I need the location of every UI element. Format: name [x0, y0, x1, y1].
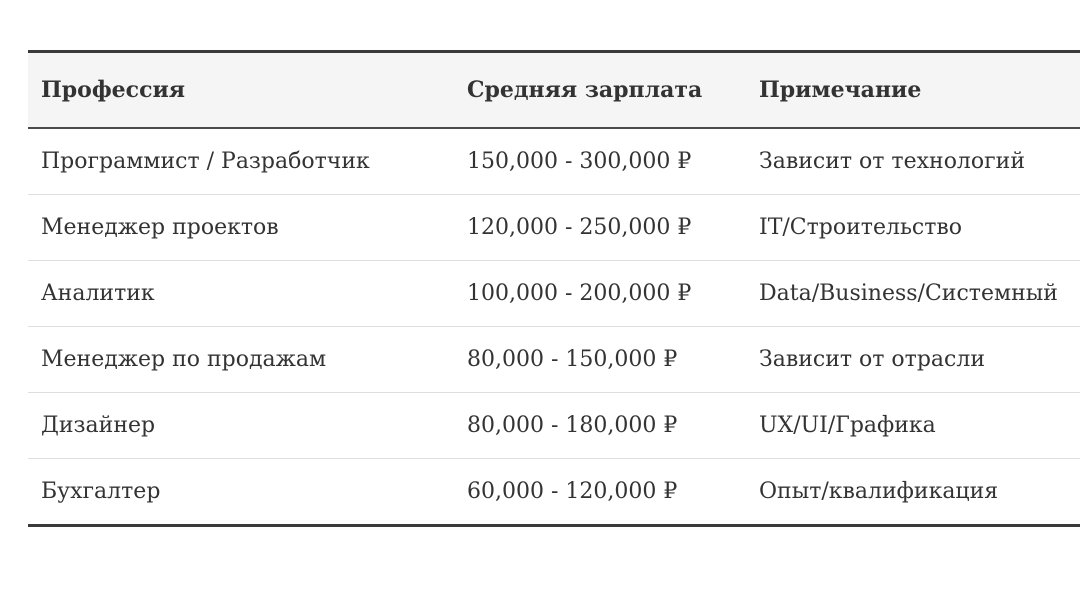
header-row [28, 52, 1080, 129]
profession-cell: Бухгалтер [41, 479, 161, 504]
table-row [28, 327, 1080, 393]
profession-cell: Менеджер по продажам [28, 327, 454, 393]
salary-table [28, 50, 1080, 527]
table-row [28, 393, 1080, 459]
note-cell: UX/UI/Графика [746, 393, 1080, 459]
table-header [28, 52, 1080, 129]
salary-cell: 80,000 - 180,000 ₽ [454, 393, 746, 459]
profession-cell: Менеджер проектов [28, 195, 454, 261]
profession-cell: Программист / Разработчик [28, 128, 454, 195]
note-cell: Зависит от отрасли [746, 327, 1080, 393]
note-cell: Опыт/квалификация [759, 479, 999, 504]
table-body [28, 128, 1080, 526]
table-row [28, 459, 1080, 526]
note-cell: Data/Business/Системный [746, 261, 1080, 327]
table-row [28, 128, 1080, 195]
header-note: Примечание [746, 52, 1080, 129]
note-cell: IT/Строительство [746, 195, 1080, 261]
table-row [28, 261, 1080, 327]
salary-cell: 120,000 - 250,000 ₽ [454, 195, 746, 261]
salary-cell: 100,000 - 200,000 ₽ [454, 261, 746, 327]
salary-cell: 80,000 - 150,000 ₽ [454, 327, 746, 393]
profession-cell: Дизайнер [28, 393, 454, 459]
salary-cell: 60,000 - 120,000 ₽ [467, 479, 678, 504]
profession-cell: Аналитик [28, 261, 454, 327]
header-salary: Средняя зарплата [454, 52, 746, 129]
table-row [28, 195, 1080, 261]
header-profession: Профессия [28, 52, 454, 129]
salary-cell: 150,000 - 300,000 ₽ [454, 128, 746, 195]
note-cell: Зависит от технологий [746, 128, 1080, 195]
